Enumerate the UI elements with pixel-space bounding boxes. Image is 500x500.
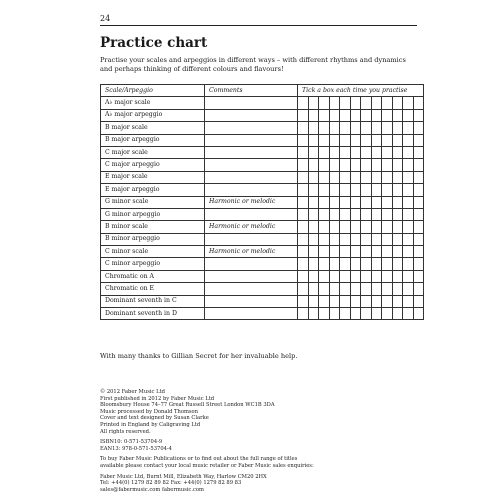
comment-cell	[205, 184, 298, 196]
tick-box[interactable]	[413, 221, 424, 233]
tick-box[interactable]	[382, 221, 393, 233]
tick-box[interactable]	[308, 233, 319, 245]
tick-box[interactable]	[403, 184, 414, 196]
tick-box[interactable]	[392, 283, 403, 295]
tick-box[interactable]	[329, 196, 340, 208]
tick-box[interactable]	[382, 134, 393, 146]
tick-box[interactable]	[413, 196, 424, 208]
colophon-contact	[100, 474, 314, 494]
intro-text: Practise your scales and arpeggios in different ways – with different rhythms and dynamics and perhaps thinking of different colours and flavours!	[100, 56, 406, 73]
tick-box[interactable]	[308, 109, 319, 121]
comment-cell	[205, 208, 298, 220]
colophon-line: sales@fabermusic.com fabermusic.com	[100, 486, 204, 493]
tick-box[interactable]	[298, 221, 309, 233]
tick-box[interactable]	[403, 246, 414, 258]
tick-box[interactable]	[392, 97, 403, 109]
header-scale: Scale/Arpeggio	[101, 85, 205, 97]
scale-cell: B minor scale	[101, 221, 205, 233]
tick-box[interactable]	[361, 134, 372, 146]
tick-box[interactable]	[350, 283, 361, 295]
table-row	[101, 109, 424, 121]
colophon-line: ISBN10: 0-571-53704-9	[100, 439, 163, 446]
tick-box[interactable]	[350, 295, 361, 307]
table-row	[101, 308, 424, 320]
tick-box[interactable]	[403, 196, 414, 208]
tick-box[interactable]	[340, 109, 351, 121]
tick-box[interactable]	[413, 233, 424, 245]
tick-box[interactable]	[392, 270, 403, 282]
tick-box[interactable]	[413, 134, 424, 146]
comment-cell	[205, 258, 298, 270]
tick-box[interactable]	[308, 159, 319, 171]
tick-box[interactable]	[403, 308, 414, 320]
table-row	[101, 171, 424, 183]
colophon-line: Printed in England by Caligraving Ltd	[100, 421, 201, 428]
tick-box[interactable]	[350, 184, 361, 196]
tick-box[interactable]	[382, 233, 393, 245]
tick-box[interactable]	[392, 308, 403, 320]
colophon-line: To buy Faber Music Publications or to find out about the full range of titles	[100, 456, 298, 463]
tick-box[interactable]	[308, 134, 319, 146]
table-row	[101, 246, 424, 258]
scale-cell: A♭ major arpeggio	[101, 109, 205, 121]
header-comments: Comments	[205, 85, 298, 97]
tick-box[interactable]	[350, 270, 361, 282]
tick-box[interactable]	[403, 283, 414, 295]
tick-box[interactable]	[308, 283, 319, 295]
tick-box[interactable]	[413, 258, 424, 270]
tick-box[interactable]	[392, 221, 403, 233]
tick-box[interactable]	[319, 146, 330, 158]
colophon-purchase	[100, 456, 314, 469]
tick-box[interactable]	[392, 233, 403, 245]
tick-box[interactable]	[308, 171, 319, 183]
table-row	[101, 122, 424, 134]
tick-box[interactable]	[392, 159, 403, 171]
tick-box[interactable]	[319, 97, 330, 109]
tick-box[interactable]	[371, 208, 382, 220]
tick-box[interactable]	[361, 246, 372, 258]
tick-box[interactable]	[329, 308, 340, 320]
tick-box[interactable]	[329, 171, 340, 183]
tick-box[interactable]	[382, 97, 393, 109]
tick-box[interactable]	[361, 270, 372, 282]
table-row	[101, 196, 424, 208]
tick-box[interactable]	[392, 171, 403, 183]
tick-box[interactable]	[361, 146, 372, 158]
page-title: Practice chart	[100, 35, 208, 51]
tick-box[interactable]	[403, 171, 414, 183]
tick-box[interactable]	[371, 109, 382, 121]
tick-box[interactable]	[319, 134, 330, 146]
tick-box[interactable]	[361, 221, 372, 233]
tick-box[interactable]	[340, 134, 351, 146]
scale-cell: C major arpeggio	[101, 159, 205, 171]
table-row	[101, 134, 424, 146]
comment-cell	[205, 233, 298, 245]
table-row	[101, 283, 424, 295]
tick-box[interactable]	[319, 258, 330, 270]
colophon-line: Faber Music Ltd, Burnt Mill, Elizabeth Way, Harlow CM20 2HX	[100, 473, 267, 480]
tick-box[interactable]	[298, 196, 309, 208]
tick-box[interactable]	[319, 308, 330, 320]
tick-box[interactable]	[308, 146, 319, 158]
comment-cell	[205, 134, 298, 146]
tick-box[interactable]	[371, 97, 382, 109]
colophon-line: © 2012 Faber Music Ltd	[100, 389, 165, 395]
tick-box[interactable]	[361, 196, 372, 208]
tick-box[interactable]	[350, 134, 361, 146]
tick-box[interactable]	[413, 109, 424, 121]
tick-box[interactable]	[298, 146, 309, 158]
tick-box[interactable]	[413, 270, 424, 282]
tick-box[interactable]	[413, 159, 424, 171]
tick-box[interactable]	[298, 159, 309, 171]
tick-box[interactable]	[298, 171, 309, 183]
tick-box[interactable]	[350, 122, 361, 134]
tick-box[interactable]	[319, 184, 330, 196]
tick-box[interactable]	[361, 295, 372, 307]
tick-box[interactable]	[361, 208, 372, 220]
tick-box[interactable]	[319, 109, 330, 121]
tick-box[interactable]	[382, 258, 393, 270]
tick-box[interactable]	[361, 184, 372, 196]
tick-box[interactable]	[308, 122, 319, 134]
table-row	[101, 258, 424, 270]
table-row	[101, 159, 424, 171]
tick-box[interactable]	[298, 134, 309, 146]
tick-box[interactable]	[413, 246, 424, 258]
tick-box[interactable]	[298, 295, 309, 307]
colophon-line: Music processed by Donald Thomson	[100, 408, 199, 415]
scale-cell: C minor scale	[101, 246, 205, 258]
tick-box[interactable]	[319, 122, 330, 134]
tick-box[interactable]	[371, 171, 382, 183]
table-row	[101, 270, 424, 282]
tick-box[interactable]	[413, 97, 424, 109]
tick-box[interactable]	[319, 233, 330, 245]
scale-cell: Dominant seventh in C	[101, 295, 205, 307]
tick-box[interactable]	[340, 258, 351, 270]
colophon-line: Tel: +44(0) 1279 82 89 82 Fax: +44(0) 1279 82 89 83	[100, 480, 242, 487]
tick-box[interactable]	[298, 233, 309, 245]
tick-box[interactable]	[340, 270, 351, 282]
tick-box[interactable]	[371, 270, 382, 282]
colophon	[100, 389, 314, 497]
tick-box[interactable]	[392, 122, 403, 134]
comment-cell	[205, 146, 298, 158]
tick-box[interactable]	[329, 184, 340, 196]
scale-cell: A♭ major scale	[101, 97, 205, 109]
tick-box[interactable]	[413, 308, 424, 320]
colophon-line: Cover and text designed by Susan Clarke	[100, 415, 209, 422]
tick-box[interactable]	[371, 146, 382, 158]
scale-cell: E major arpeggio	[101, 184, 205, 196]
tick-box[interactable]	[413, 171, 424, 183]
tick-box[interactable]	[361, 308, 372, 320]
credit-line: With many thanks to Gillian Secret for her invaluable help.	[100, 352, 298, 360]
tick-box[interactable]	[329, 270, 340, 282]
tick-box[interactable]	[308, 295, 319, 307]
practice-chart-table	[100, 84, 424, 320]
comment-cell	[205, 171, 298, 183]
tick-box[interactable]	[329, 109, 340, 121]
tick-box[interactable]	[319, 283, 330, 295]
table-row	[101, 233, 424, 245]
tick-box[interactable]	[350, 97, 361, 109]
tick-box[interactable]	[350, 196, 361, 208]
tick-box[interactable]	[382, 270, 393, 282]
tick-box[interactable]	[392, 134, 403, 146]
tick-box[interactable]	[382, 146, 393, 158]
tick-box[interactable]	[298, 308, 309, 320]
tick-box[interactable]	[350, 208, 361, 220]
comment-cell	[205, 295, 298, 307]
scale-cell: Chromatic on A	[101, 270, 205, 282]
comment-cell	[205, 270, 298, 282]
colophon-copyright	[100, 389, 314, 435]
tick-box[interactable]	[382, 159, 393, 171]
table-row	[101, 146, 424, 158]
tick-box[interactable]	[308, 270, 319, 282]
tick-box[interactable]	[371, 295, 382, 307]
tick-box[interactable]	[340, 283, 351, 295]
tick-box[interactable]	[361, 109, 372, 121]
tick-box[interactable]	[329, 283, 340, 295]
table-row	[101, 295, 424, 307]
tick-box[interactable]	[298, 283, 309, 295]
tick-box[interactable]	[329, 159, 340, 171]
table-row	[101, 221, 424, 233]
tick-box[interactable]	[382, 184, 393, 196]
tick-box[interactable]	[403, 270, 414, 282]
tick-box[interactable]	[340, 159, 351, 171]
tick-box[interactable]	[361, 159, 372, 171]
tick-box[interactable]	[382, 196, 393, 208]
tick-box[interactable]	[403, 122, 414, 134]
tick-box[interactable]	[382, 109, 393, 121]
scale-cell: C minor arpeggio	[101, 258, 205, 270]
tick-box[interactable]	[319, 208, 330, 220]
tick-box[interactable]	[403, 134, 414, 146]
tick-box[interactable]	[413, 184, 424, 196]
tick-box[interactable]	[371, 221, 382, 233]
tick-box[interactable]	[413, 283, 424, 295]
tick-box[interactable]	[350, 308, 361, 320]
tick-box[interactable]	[319, 295, 330, 307]
tick-box[interactable]	[298, 258, 309, 270]
tick-box[interactable]	[298, 270, 309, 282]
tick-box[interactable]	[392, 196, 403, 208]
scale-cell: G minor arpeggio	[101, 208, 205, 220]
page-number: 24	[100, 14, 111, 23]
tick-box[interactable]	[350, 246, 361, 258]
tick-box[interactable]	[382, 308, 393, 320]
scale-cell: E major scale	[101, 171, 205, 183]
tick-box[interactable]	[329, 246, 340, 258]
tick-box[interactable]	[413, 295, 424, 307]
tick-box[interactable]	[319, 221, 330, 233]
tick-box[interactable]	[298, 184, 309, 196]
tick-box[interactable]	[319, 270, 330, 282]
tick-box[interactable]	[340, 246, 351, 258]
scale-cell: B major arpeggio	[101, 134, 205, 146]
tick-box[interactable]	[340, 308, 351, 320]
tick-box[interactable]	[371, 122, 382, 134]
tick-box[interactable]	[382, 295, 393, 307]
tick-box[interactable]	[392, 258, 403, 270]
tick-box[interactable]	[361, 122, 372, 134]
tick-box[interactable]	[340, 184, 351, 196]
colophon-line: Bloomsbury House 74–77 Great Russell Street London WC1B 3DA	[100, 402, 275, 409]
tick-box[interactable]	[298, 97, 309, 109]
table-header-row	[101, 85, 424, 97]
comment-cell: Harmonic or melodic	[205, 221, 298, 233]
tick-box[interactable]	[340, 221, 351, 233]
tick-box[interactable]	[361, 233, 372, 245]
tick-box[interactable]	[371, 159, 382, 171]
tick-box[interactable]	[298, 208, 309, 220]
tick-box[interactable]	[340, 97, 351, 109]
tick-box[interactable]	[350, 146, 361, 158]
tick-box[interactable]	[403, 146, 414, 158]
colophon-line: All rights reserved.	[100, 428, 151, 435]
tick-box[interactable]	[403, 295, 414, 307]
tick-box[interactable]	[308, 196, 319, 208]
tick-box[interactable]	[298, 109, 309, 121]
tick-box[interactable]	[371, 233, 382, 245]
tick-box[interactable]	[350, 221, 361, 233]
comment-cell: Harmonic or melodic	[205, 246, 298, 258]
tick-box[interactable]	[350, 109, 361, 121]
tick-box[interactable]	[319, 196, 330, 208]
tick-box[interactable]	[403, 208, 414, 220]
comment-cell	[205, 97, 298, 109]
tick-box[interactable]	[371, 134, 382, 146]
tick-box[interactable]	[371, 283, 382, 295]
tick-box[interactable]	[361, 283, 372, 295]
tick-box[interactable]	[382, 246, 393, 258]
tick-box[interactable]	[319, 159, 330, 171]
tick-box[interactable]	[403, 159, 414, 171]
tick-box[interactable]	[308, 258, 319, 270]
comment-cell	[205, 308, 298, 320]
top-rule	[100, 25, 417, 26]
tick-box[interactable]	[340, 196, 351, 208]
tick-box[interactable]	[413, 208, 424, 220]
tick-box[interactable]	[329, 97, 340, 109]
tick-box[interactable]	[308, 208, 319, 220]
tick-box[interactable]	[329, 258, 340, 270]
tick-box[interactable]	[371, 258, 382, 270]
tick-box[interactable]	[413, 146, 424, 158]
tick-box[interactable]	[392, 295, 403, 307]
tick-box[interactable]	[308, 221, 319, 233]
tick-box[interactable]	[350, 258, 361, 270]
tick-box[interactable]	[319, 171, 330, 183]
tick-box[interactable]	[403, 233, 414, 245]
tick-box[interactable]	[308, 184, 319, 196]
comment-cell	[205, 122, 298, 134]
tick-box[interactable]	[329, 208, 340, 220]
tick-box[interactable]	[319, 246, 330, 258]
tick-box[interactable]	[382, 208, 393, 220]
tick-box[interactable]	[350, 171, 361, 183]
tick-box[interactable]	[392, 109, 403, 121]
tick-box[interactable]	[308, 97, 319, 109]
scale-cell: C major scale	[101, 146, 205, 158]
tick-box[interactable]	[340, 295, 351, 307]
tick-box[interactable]	[382, 171, 393, 183]
tick-box[interactable]	[329, 134, 340, 146]
tick-box[interactable]	[329, 146, 340, 158]
tick-box[interactable]	[340, 146, 351, 158]
tick-box[interactable]	[382, 122, 393, 134]
tick-box[interactable]	[308, 308, 319, 320]
tick-box[interactable]	[371, 246, 382, 258]
tick-box[interactable]	[361, 258, 372, 270]
scale-cell: B minor arpeggio	[101, 233, 205, 245]
table-row	[101, 97, 424, 109]
tick-box[interactable]	[298, 122, 309, 134]
scale-cell: Dominant seventh in D	[101, 308, 205, 320]
tick-box[interactable]	[392, 246, 403, 258]
tick-box[interactable]	[392, 208, 403, 220]
comment-cell	[205, 159, 298, 171]
tick-box[interactable]	[413, 122, 424, 134]
tick-box[interactable]	[329, 221, 340, 233]
tick-box[interactable]	[382, 283, 393, 295]
tick-box[interactable]	[371, 184, 382, 196]
tick-box[interactable]	[371, 308, 382, 320]
table-row	[101, 184, 424, 196]
tick-box[interactable]	[403, 109, 414, 121]
tick-box[interactable]	[403, 97, 414, 109]
tick-box[interactable]	[361, 97, 372, 109]
tick-box[interactable]	[340, 122, 351, 134]
tick-box[interactable]	[392, 184, 403, 196]
tick-box[interactable]	[340, 208, 351, 220]
comment-cell	[205, 283, 298, 295]
header-tick: Tick a box each time you practise	[298, 85, 424, 97]
tick-box[interactable]	[329, 295, 340, 307]
scale-cell: B major scale	[101, 122, 205, 134]
tick-box[interactable]	[350, 233, 361, 245]
tick-box[interactable]	[361, 171, 372, 183]
tick-box[interactable]	[329, 122, 340, 134]
table-row	[101, 208, 424, 220]
tick-box[interactable]	[392, 146, 403, 158]
tick-box[interactable]	[403, 221, 414, 233]
tick-box[interactable]	[340, 171, 351, 183]
tick-box[interactable]	[403, 258, 414, 270]
colophon-line: EAN13: 978-0-571-53704-4	[100, 445, 172, 452]
colophon-line: First published in 2012 by Faber Music Ltd	[100, 395, 215, 402]
colophon-isbn	[100, 439, 314, 452]
tick-box[interactable]	[340, 233, 351, 245]
scale-cell: Chromatic on E	[101, 283, 205, 295]
tick-box[interactable]	[308, 246, 319, 258]
tick-box[interactable]	[371, 196, 382, 208]
scale-cell: G minor scale	[101, 196, 205, 208]
colophon-line: available please contact your local music retailer or Faber Music sales enquiries:	[100, 462, 314, 469]
tick-box[interactable]	[298, 246, 309, 258]
tick-box[interactable]	[329, 233, 340, 245]
comment-cell: Harmonic or melodic	[205, 196, 298, 208]
tick-box[interactable]	[350, 159, 361, 171]
comment-cell	[205, 109, 298, 121]
